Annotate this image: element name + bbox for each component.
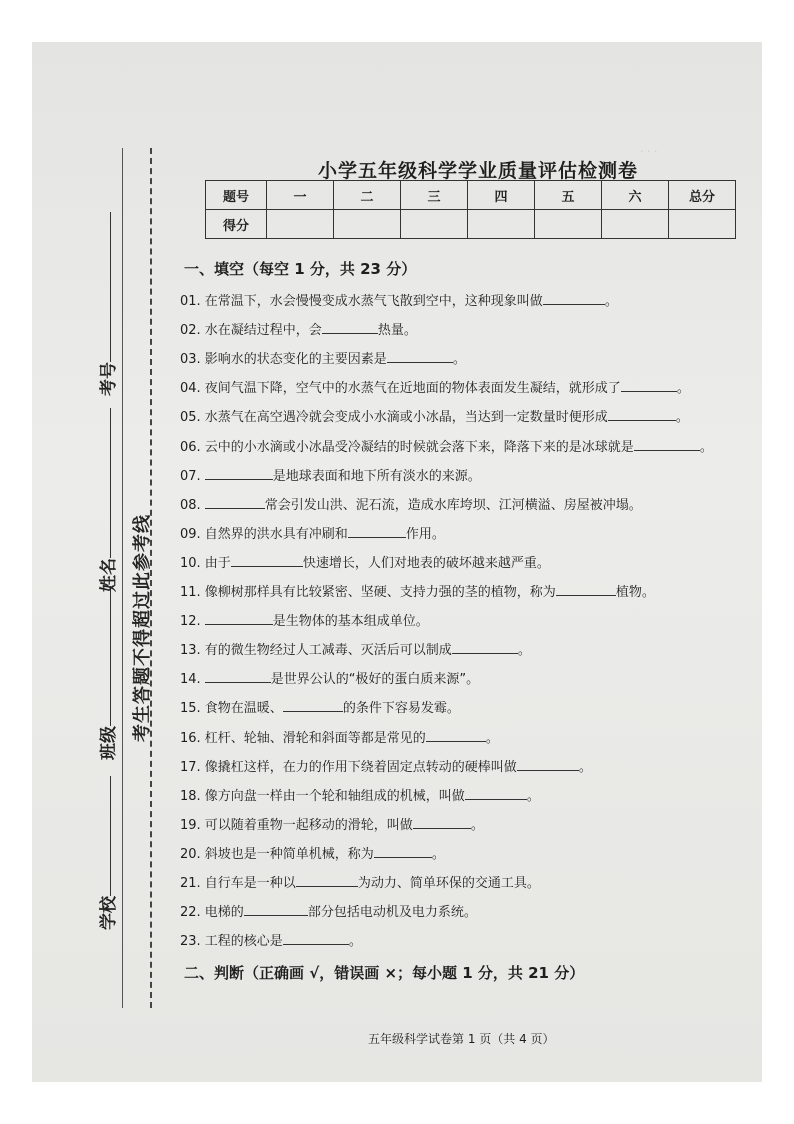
question-item	[180, 610, 429, 629]
question-text-end: 。	[431, 846, 445, 862]
question-item	[180, 406, 689, 425]
question-text-end: 植物。	[615, 585, 655, 600]
answer-blank[interactable]	[634, 437, 700, 451]
answer-blank[interactable]	[231, 553, 303, 567]
question-text-end: 的条件下容易发霉。	[342, 701, 460, 717]
score-row-label: 得分	[206, 210, 267, 239]
question-text: 05. 水蒸气在高空遇冷就会变成小水滴或小冰晶，当达到一定数量时便形成	[180, 410, 608, 426]
score-header-label: 题号	[206, 181, 267, 210]
question-text-end: 。	[699, 439, 713, 455]
question-item	[180, 756, 592, 775]
question-item	[180, 552, 550, 571]
question-text-end: 是地球表面和地下所有淡水的来源。	[272, 468, 481, 484]
score-col: 一	[267, 181, 334, 210]
question-text: 08.	[180, 497, 201, 513]
answer-blank[interactable]	[205, 611, 273, 625]
score-cell[interactable]	[334, 210, 401, 239]
answer-blank[interactable]	[283, 931, 349, 945]
answer-blank[interactable]	[452, 640, 518, 654]
question-item	[180, 319, 417, 338]
school-field	[94, 776, 119, 930]
name-field	[94, 408, 119, 592]
section-1-heading: 一、填空（每空 1 分，共 23 分）	[184, 260, 417, 278]
question-text: 11. 像柳树那样具有比较紧密、坚硬、支持力强的茎的植物，称为	[180, 585, 556, 600]
exam-number-label: 考号	[99, 362, 119, 396]
score-cell[interactable]	[401, 210, 468, 239]
question-text-end: 。	[517, 643, 531, 659]
answer-blank[interactable]	[205, 669, 271, 683]
question-item	[180, 727, 499, 746]
score-col: 四	[468, 181, 535, 210]
score-col: 六	[602, 181, 669, 210]
answer-blank[interactable]	[608, 407, 676, 421]
answer-blank[interactable]	[387, 349, 453, 363]
answer-blank[interactable]	[621, 378, 677, 392]
score-table	[205, 180, 736, 239]
score-col: 五	[535, 181, 602, 210]
question-text-end: 。	[526, 788, 540, 804]
exam-number-field	[94, 212, 119, 396]
class-field	[94, 586, 119, 760]
question-item	[180, 494, 642, 513]
question-text: 17. 像撬杠这样，在力的作用下绕着固定点转动的硬棒叫做	[180, 759, 517, 775]
section-2-heading: 二、判断（正确画 √，错误画 ×；每小题 1 分，共 21 分）	[184, 964, 585, 982]
question-text: 09. 自然界的洪水具有冲刷和	[180, 526, 348, 542]
answer-blank[interactable]	[465, 786, 527, 800]
question-text-end: 。	[452, 352, 466, 368]
answer-blank[interactable]	[205, 466, 273, 480]
question-text: 03. 影响水的状态变化的主要因素是	[180, 352, 387, 368]
boundary-warning: 考生答题不得超过此参考线	[132, 514, 153, 742]
question-text: 04. 夜间气温下降，空气中的水蒸气在近地面的物体表面发生凝结，就形成了	[180, 381, 621, 397]
question-text-end: 是世界公认的“极好的蛋白质来源”。	[270, 672, 480, 688]
score-cell[interactable]	[602, 210, 669, 239]
question-item	[180, 436, 713, 455]
answer-blank[interactable]	[426, 728, 486, 742]
question-text-end: 热量。	[377, 323, 417, 339]
question-item	[180, 814, 484, 833]
question-text-end: 。	[348, 934, 362, 950]
answer-blank[interactable]	[348, 524, 406, 538]
question-text: 02. 水在凝结过程中，会	[180, 323, 322, 339]
question-text: 14.	[180, 672, 201, 688]
score-cell[interactable]	[669, 210, 736, 239]
score-col: 三	[401, 181, 468, 210]
answer-blank[interactable]	[205, 495, 265, 509]
question-text: 22. 电梯的	[180, 905, 244, 921]
score-cell[interactable]	[535, 210, 602, 239]
page-title: 小学五年级科学学业质量评估检测卷	[318, 160, 639, 182]
question-text: 19. 可以随着重物一起移动的滑轮，叫做	[180, 817, 413, 833]
answer-blank[interactable]	[517, 757, 579, 771]
class-label: 班级	[99, 726, 119, 760]
question-text: 16. 杠杆、轮轴、滑轮和斜面等都是常见的	[180, 730, 426, 746]
question-item	[180, 377, 690, 396]
question-item	[180, 785, 540, 804]
question-text-end: 为动力、简单环保的交通工具。	[357, 876, 540, 891]
score-cell[interactable]	[468, 210, 535, 239]
question-text-end: 常会引发山洪、泥石流，造成水库垮坝、江河横溢、房屋被冲塌。	[264, 497, 642, 513]
question-text: 10. 由于	[180, 555, 231, 571]
page-footer: 五年级科学试卷第 1 页（共 4 页）	[368, 1032, 555, 1046]
question-item	[180, 668, 479, 687]
answer-blank[interactable]	[556, 582, 616, 596]
question-text: 07.	[180, 468, 201, 484]
question-text: 13. 有的微生物经过人工减毒、灭活后可以制成	[180, 643, 452, 659]
binding-line	[122, 148, 123, 1008]
question-item	[180, 581, 655, 600]
question-text-end: 快速增长，人们对地表的破坏越来越严重。	[302, 555, 550, 571]
question-text: 06. 云中的小水滴或小冰晶受冷凝结的时候就会落下来，降落下来的是冰球就是	[180, 439, 634, 455]
answer-blank[interactable]	[413, 815, 471, 829]
school-label: 学校	[99, 896, 119, 930]
question-text: 12.	[180, 614, 201, 630]
answer-blank[interactable]	[283, 698, 343, 712]
question-item	[180, 348, 466, 367]
question-text: 21. 自行车是一种以	[180, 876, 296, 891]
score-cell[interactable]	[267, 210, 334, 239]
question-text-end: 。	[676, 381, 690, 397]
question-item	[180, 930, 362, 949]
question-item	[180, 465, 481, 484]
question-text-end: 部分包括电动机及电力系统。	[307, 905, 477, 921]
question-item	[180, 523, 445, 542]
question-text: 15. 食物在温暖、	[180, 701, 283, 717]
name-label: 姓名	[99, 558, 119, 592]
question-text: 18. 像方向盘一样由一个轮和轴组成的机械，叫做	[180, 788, 465, 804]
score-col: 二	[334, 181, 401, 210]
question-text-end: 。	[578, 759, 592, 775]
question-item	[180, 639, 531, 658]
question-item	[180, 697, 460, 716]
question-text-end: 是生物体的基本组成单位。	[272, 614, 429, 630]
question-item	[180, 901, 477, 920]
question-text-end: 。	[675, 410, 689, 426]
answer-blank[interactable]	[296, 873, 358, 887]
score-col: 总分	[669, 181, 736, 210]
answer-blank[interactable]	[322, 320, 378, 334]
question-text: 23. 工程的核心是	[180, 934, 283, 950]
question-text: 20. 斜坡也是一种简单机械，称为	[180, 846, 374, 862]
question-text-end: 。	[485, 730, 499, 746]
question-item	[180, 872, 540, 891]
bleed-through: · · ·	[640, 145, 658, 158]
question-text-end: 。	[470, 817, 484, 833]
answer-blank[interactable]	[543, 291, 605, 305]
question-item	[180, 843, 445, 862]
answer-blank[interactable]	[244, 902, 308, 916]
question-text-end: 作用。	[405, 526, 445, 542]
question-text-end: 。	[604, 294, 618, 309]
question-text: 01. 在常温下，水会慢慢变成水蒸气飞散到空中，这种现象叫做	[180, 294, 543, 309]
answer-blank[interactable]	[374, 844, 432, 858]
question-item	[180, 290, 618, 309]
